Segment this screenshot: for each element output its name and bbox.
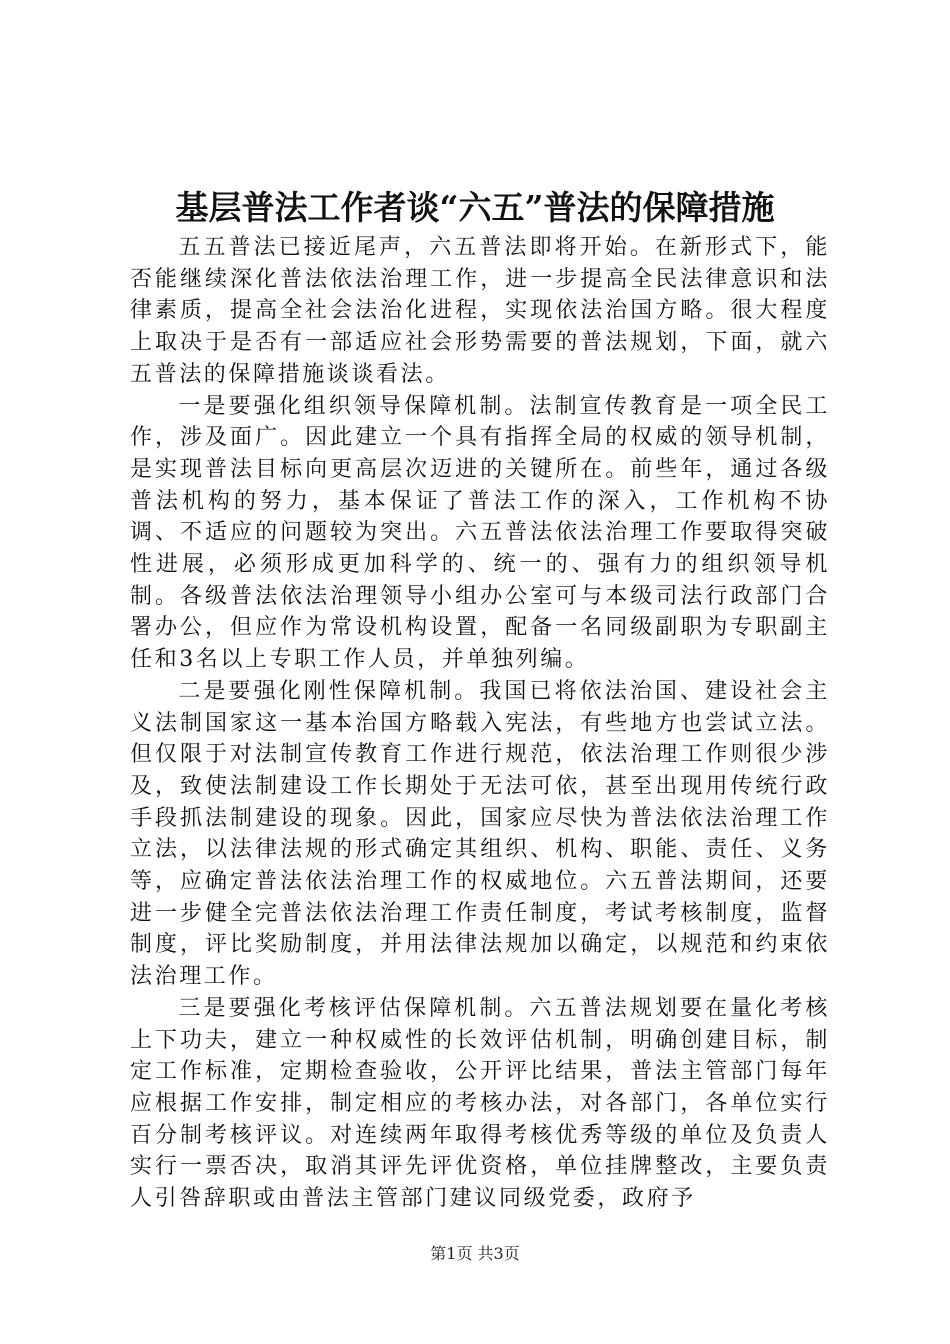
paragraph-assessment: 三是要强化考核评估保障机制。六五普法规划要在量化考核上下功夫，建立一种权威性的长效评估机制，明确创建目标，制定工作标准，定期检查验收，公开评比结果，普法主管部门每年应根据工作安排，制定相应的考核办法，对各部门，各单位实行百分制考核评议。对连续两年取得考核优秀等级的单位及负责人实行一票否决，取消其评先评优资格，单位挂牌整改，主要负责人引咎辞职或由普法主管部门建议同级党委，政府予: [130, 995, 830, 1212]
page-number-footer: 第1页 共3页: [430, 1244, 520, 1263]
paragraph-intro: 五五普法已接近尾声，六五普法即将开始。在新形式下，能否能继续深化普法依法治理工作，进一步提高全民法律意识和法律素质，提高全社会法治化进程，实现依法治国方略。很大程度上取决于是否有一部适应社会形势需要的普法规划，下面，就六五普法的保障措施谈谈看法。: [130, 235, 830, 387]
document-body: [130, 232, 830, 1215]
document-title: 基层普法工作者谈“六五”普法的保障措施: [175, 188, 775, 227]
paragraph-organization: 一是要强化组织领导保障机制。法制宣传教育是一项全民工作，涉及面广。因此建立一个具有指挥全局的权威的领导机制，是实现普法目标向更高层次迈进的关键所在。前些年，通过各级普法机构的努力，基本保证了普法工作的深入，工作机构不协调、不适应的问题较为突出。六五普法依法治理工作要取得突破性进展，必须形成更加科学的、统一的、强有力的组织领导机制。各级普法依法治理领导小组办公室可与本级司法行政部门合署办公，但应作为常设机构设置，配备一名同级副职为专职副主任和3名以上专职工作人员，并单独列编。: [130, 393, 830, 673]
paragraph-rigid-mechanism: 二是要强化刚性保障机制。我国已将依法治国、建设社会主义法制国家这一基本治国方略载入宪法，有些地方也尝试立法。但仅限于对法制宣传教育工作进行规范，依法治理工作则很少涉及，致使法制建设工作长期处于无法可依，甚至出现用传统行政手段抓法制建设的现象。因此，国家应尽快为普法依法治理工作立法，以法律法规的形式确定其组织、机构、职能、责任、义务等，应确定普法依法治理工作的权威地位。六五普法期间，还要进一步健全完普法依法治理工作责任制度，考试考核制度，监督制度，评比奖励制度，并用法律法规加以确定，以规范和约束依法治理工作。: [130, 678, 830, 990]
